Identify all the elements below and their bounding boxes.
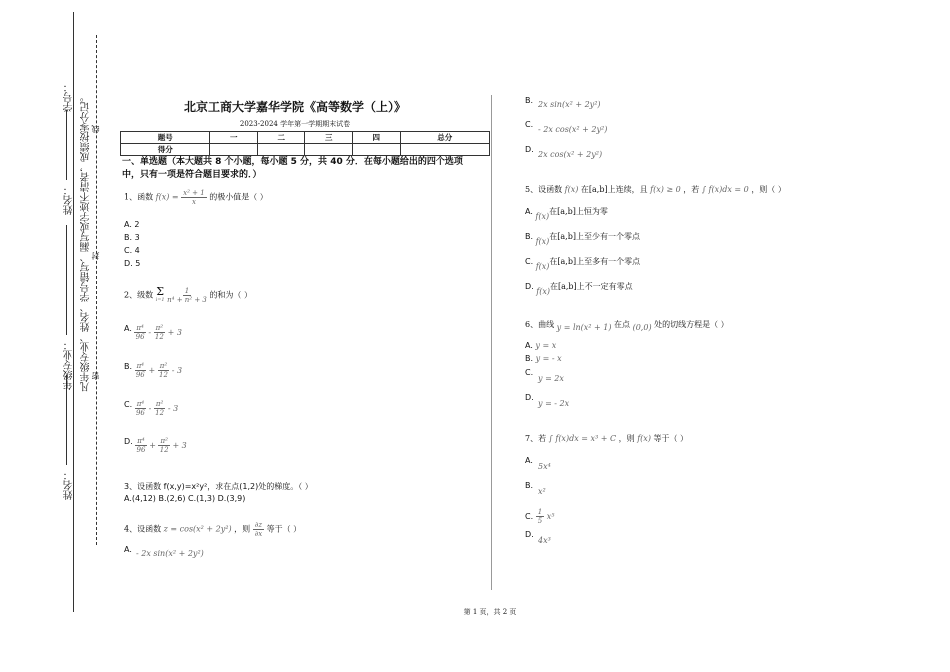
q5-mid1: 在[a,b]上连续，且 <box>580 185 648 194</box>
q1-fraction <box>181 189 207 206</box>
q4-num: ∂z <box>254 521 263 529</box>
q7-prefix: 7、若 <box>525 434 547 443</box>
q2-b-frac1 <box>135 362 146 379</box>
q5-prefix: 5、设函数 <box>525 185 563 194</box>
q5-integral: ∫ f(x)dx = 0 <box>701 185 749 194</box>
q2-fraction <box>167 287 207 304</box>
q2-d-frac2 <box>158 437 169 454</box>
q2-a-label: A. <box>124 324 132 333</box>
q2-d-op: + <box>149 441 156 450</box>
q6-suffix: 处的切线方程是（ ） <box>654 320 729 329</box>
q6-curve: y = ln(x² + 1) <box>556 323 612 332</box>
q7-a-label: A. <box>525 456 533 465</box>
q4-option-b[interactable] <box>525 96 533 105</box>
question-7 <box>525 433 865 444</box>
q5-d-f: f(x) <box>536 287 550 296</box>
q2-a-frac1 <box>134 324 145 341</box>
q7-c-num: 1 <box>537 508 543 516</box>
side-mi: 密 <box>91 372 100 380</box>
q2-d-n1: π⁴ <box>137 437 145 445</box>
q1-suffix: 的极小值是（ ） <box>209 192 268 202</box>
q6-c-v: y = 2x <box>538 374 564 383</box>
q6-b-v: y = - x <box>535 354 562 363</box>
q4-fraction <box>253 521 264 538</box>
q6-d-v: y = - 2x <box>538 399 570 408</box>
q6-option-a[interactable] <box>525 341 556 350</box>
q2-a-op: - <box>148 328 152 337</box>
q1-option-b[interactable]: B. 3 <box>124 233 140 242</box>
q7-b-label: B. <box>525 481 534 490</box>
score-table <box>120 131 490 156</box>
q2-c-op: - <box>148 404 152 413</box>
q4-option-a[interactable] <box>124 545 132 554</box>
side-feng: 封 <box>91 252 100 260</box>
q5-c-label: C. <box>525 257 534 266</box>
q5-cond: f(x) ≥ 0 <box>650 185 681 194</box>
q6-point: (0,0) <box>632 323 652 332</box>
q3-options[interactable]: A.(4,12) B.(2,6) C.(1,3) D.(3,9) <box>124 494 246 503</box>
table-cell: 一 <box>210 132 258 144</box>
table-cell: 四 <box>353 132 401 144</box>
q7-c-v: x⁵ <box>546 512 555 521</box>
q2-d-frac1 <box>135 437 146 454</box>
q2-c-tail: - 3 <box>167 404 179 413</box>
q1-func: f(x) = <box>155 192 179 202</box>
table-cell: 总分 <box>400 132 489 144</box>
q2-d-n2: π² <box>160 437 168 445</box>
q6-b-label: B. <box>525 354 534 363</box>
q5-c-text: 在[a,b]上至多有一个零点 <box>549 257 641 266</box>
q1-den: x <box>191 198 196 206</box>
table-cell <box>210 144 258 156</box>
q7-d-v: 4x³ <box>538 536 551 545</box>
q4-d-label: D. <box>525 145 534 154</box>
q2-c-label: C. <box>124 400 133 409</box>
q2-a-tail: + 3 <box>167 328 182 337</box>
q5-a-f: f(x) <box>535 212 550 221</box>
q4-option-d[interactable] <box>525 145 534 154</box>
q4-den: ∂x <box>254 530 263 538</box>
q7-a-v: 5x⁴ <box>538 462 551 471</box>
column-divider <box>491 95 492 590</box>
q2-suffix: 的和为（ ） <box>209 290 252 300</box>
q6-a-label: A. <box>525 341 533 350</box>
side-blank-name <box>66 110 67 180</box>
q2-d-d1: 96 <box>136 446 146 454</box>
question-5 <box>525 184 865 195</box>
q4-c-expr: - 2x cos(x² + 2y²) <box>538 125 608 134</box>
q2-a-d2: 12 <box>154 333 164 341</box>
question-1 <box>124 189 424 206</box>
q2-den: n⁴ + n² + 3 <box>167 296 207 304</box>
q1-option-c[interactable]: C. 4 <box>124 246 140 255</box>
table-cell <box>353 144 401 156</box>
section-heading: 一、单选题（本大题共 8 个小题，每小题 5 分，共 40 分．在每小题给出的四个选项中，只有一项是符合题目要求的．） <box>122 157 463 180</box>
q2-sigma-group <box>155 284 165 304</box>
q5-a-text: 在[a,b]上恒为零 <box>549 207 608 216</box>
q6-option-b[interactable] <box>525 354 562 363</box>
question-3: 3、设函数 f(x,y)=x²y²，求在点(1,2)处的梯度。（ ） <box>124 482 313 491</box>
q2-b-label: B. <box>124 362 133 371</box>
q2-b-d1: 96 <box>135 371 145 379</box>
q6-c-label: C. <box>525 368 534 377</box>
q5-b-f: f(x) <box>535 237 550 246</box>
q6-option-c[interactable] <box>525 368 533 377</box>
q4-d-expr: 2x cos(x² + 2y²) <box>538 150 603 159</box>
q2-b-frac2 <box>158 362 169 379</box>
table-cell <box>400 144 489 156</box>
q1-num: x² + 1 <box>183 189 205 197</box>
q5-option-d[interactable] <box>525 281 633 296</box>
q2-d-label: D. <box>124 437 133 446</box>
q7-integral: ∫ f(x)dx = x³ + C <box>548 434 617 443</box>
q2-num: 1 <box>184 287 190 295</box>
q7-f: f(x) <box>637 434 651 443</box>
table-cell: 题号 <box>121 132 210 144</box>
binding-dashed-line <box>96 35 97 545</box>
q2-a-n1: π⁴ <box>136 324 144 332</box>
q2-d-tail: + 3 <box>172 441 187 450</box>
q2-c-d2: 12 <box>155 409 165 417</box>
q2-option-b[interactable] <box>124 362 182 379</box>
q2-option-a[interactable] <box>124 324 182 341</box>
q7-c-frac <box>536 508 544 525</box>
q7-suffix: 等于（ ） <box>653 434 689 443</box>
q7-b-v: x² <box>538 487 546 496</box>
q4-c-label: C. <box>525 120 534 129</box>
q2-sigma: Σ <box>156 284 165 298</box>
q1-option-d[interactable]: D. 5 <box>124 259 141 268</box>
q5-suffix: ，则（ ） <box>751 185 786 194</box>
q4-func: z = cos(x² + 2y²) <box>163 524 232 534</box>
page-title: 北京工商大学嘉华学院《高等数学（上）》 <box>183 100 406 114</box>
q5-mid2: ，若 <box>683 185 700 194</box>
q7-c-den: 5 <box>537 517 543 525</box>
q5-c-f: f(x) <box>535 262 550 271</box>
page-subtitle: 2023-2024 学年第一学期期末试卷 <box>239 120 351 128</box>
side-warning: 凡年级专业、姓名、学号错写、漏写或字迹不清者，成绩按零分记。 <box>81 92 92 392</box>
q4-a-label: A. <box>124 545 132 554</box>
side-label-name: 姓名： <box>64 185 75 215</box>
q4-b-expr: 2x sin(x² + 2y²) <box>538 100 601 109</box>
table-cell: 三 <box>305 132 353 144</box>
q5-option-c[interactable] <box>525 256 641 271</box>
q2-a-d1: 96 <box>135 333 145 341</box>
q7-c-label: C. <box>525 512 534 521</box>
q5-option-a[interactable] <box>525 206 608 221</box>
q2-c-frac1 <box>135 400 146 417</box>
q2-sigma-lo: i=1 <box>155 296 165 303</box>
q2-option-c[interactable] <box>124 400 178 417</box>
q6-prefix: 6、曲线 <box>525 320 555 329</box>
side-label-school: 姓名： <box>64 470 75 500</box>
q7-d-label: D. <box>525 530 534 539</box>
q7-option-b[interactable] <box>525 481 533 490</box>
q2-c-frac2 <box>154 400 165 417</box>
q2-a-n2: π² <box>155 324 164 332</box>
q2-b-n1: π⁴ <box>136 362 144 370</box>
table-cell <box>257 144 305 156</box>
q4-b-label: B. <box>525 96 534 105</box>
q6-d-label: D. <box>525 393 534 402</box>
q7-option-a[interactable] <box>525 456 533 465</box>
table-row <box>121 132 490 144</box>
q6-option-d[interactable] <box>525 393 534 402</box>
q7-option-d[interactable] <box>525 530 534 539</box>
q2-b-d2: 12 <box>159 371 168 379</box>
side-blank-major <box>66 225 67 335</box>
q5-b-text: 在[a,b]上至少有一个零点 <box>549 232 640 241</box>
q2-option-d[interactable] <box>124 437 187 454</box>
q2-a-frac2 <box>154 324 165 341</box>
table-cell: 二 <box>257 132 305 144</box>
q6-a-v: y = x <box>535 341 557 350</box>
q7-mid: ，则 <box>618 434 635 443</box>
q2-b-tail: - 3 <box>171 366 183 375</box>
q5-f: f(x) <box>564 185 579 194</box>
q2-c-n1: π⁴ <box>136 400 145 408</box>
q6-mid: 在点 <box>614 320 631 329</box>
question-4 <box>124 521 424 538</box>
table-row <box>121 144 490 156</box>
q2-prefix: 2、级数 <box>124 290 154 300</box>
question-6 <box>525 319 865 330</box>
q2-b-op: + <box>148 366 156 375</box>
q5-a-label: A. <box>525 207 533 216</box>
q5-b-label: B. <box>525 232 534 241</box>
side-label-major: 年级专业： <box>64 340 75 390</box>
question-2 <box>124 284 424 304</box>
q5-option-b[interactable] <box>525 231 640 246</box>
q4-a-expr: - 2x sin(x² + 2y²) <box>136 549 204 558</box>
q4-suffix: 等于（ ） <box>266 524 302 534</box>
side-xian: 线 <box>91 125 100 133</box>
table-cell: 得分 <box>121 144 210 156</box>
q1-prefix: 1、函数 <box>124 192 154 202</box>
q1-option-a[interactable]: A. 2 <box>124 220 140 229</box>
table-cell <box>305 144 353 156</box>
side-label-number: 学号： <box>64 82 75 112</box>
q5-d-text: 在[a,b]上不一定有零点 <box>549 282 633 291</box>
q4-prefix: 4、设函数 <box>124 524 162 534</box>
q4-mid: ，则 <box>234 524 251 534</box>
q2-d-d2: 12 <box>159 446 169 454</box>
page-footer: 第 1 页，共 2 页 <box>463 608 517 616</box>
q4-option-c[interactable] <box>525 120 533 129</box>
q7-option-c[interactable] <box>525 508 554 525</box>
q2-b-n2: π² <box>159 362 168 370</box>
q5-d-label: D. <box>525 282 534 291</box>
q2-c-d1: 96 <box>135 409 145 417</box>
q2-c-n2: π² <box>155 400 164 408</box>
